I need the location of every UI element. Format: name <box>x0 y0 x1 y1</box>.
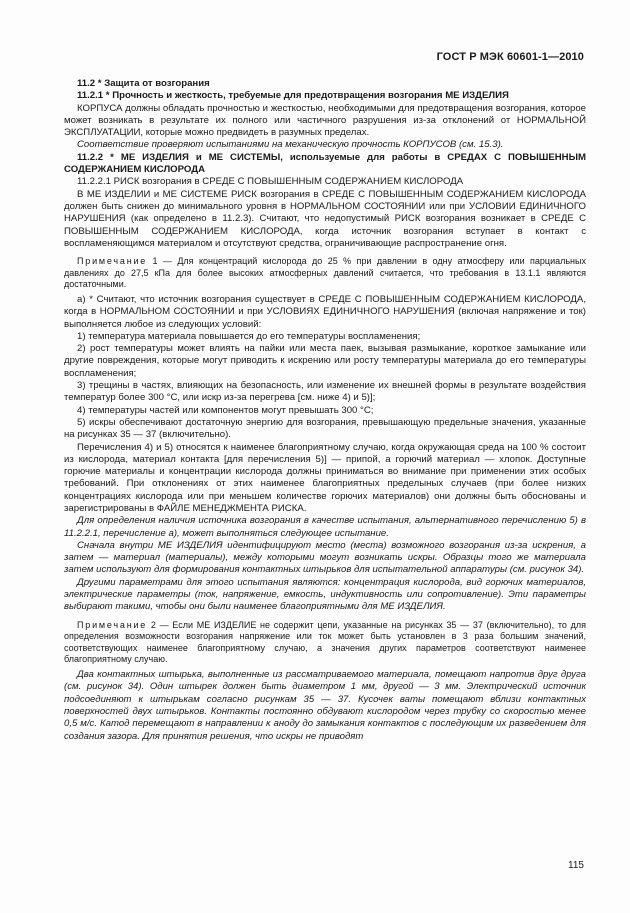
list-item: 5) искры обеспечивают достаточную энергию для возгорания, превышающую предельные значения, указанные на рисунках 35 — 37 (включительно). <box>64 416 586 441</box>
document-body <box>64 78 586 743</box>
paragraph-test-parameters: Другими параметрами для этого испытания являются: концентрация кислорода, вид горючих материалов, электрические параметры (ток, напряжение, емкость, индуктивность или сопротивление). Эти параметры выбирают такими, чтобы они были наименее благоприятными для МЕ ИЗДЕЛИЯ. <box>64 576 586 613</box>
paragraph-test-identify: Сначала внутри МЕ ИЗДЕЛИЯ идентифицируют место (места) возможного возгорания из-за искрения, а затем — материал (материалы), между которыми могут возникать искры. Образцы того же материала затем используют для формирования контактных штырьков для испытательной аппаратуры (см. рисунок 34). <box>64 539 586 576</box>
paragraph-compliance-check: Соответствие проверяют испытаниями на механическую прочность КОРПУСОВ (см. 15.3). <box>77 139 504 151</box>
document-header: ГОСТ Р МЭК 60601-1—2010 <box>436 51 584 63</box>
paragraph-test-intro: Для определения наличия источника возгорания в качестве испытания, альтернативного перечислению 5) в 11.2.2.1, перечисление а), может выполняться следующее испытание. <box>64 515 586 539</box>
list-item: 4) температуры частей или компонентов могут превышать 300 °С; <box>77 404 374 416</box>
note-1-text: 1 — Для концентраций кислорода до 25 % при давлении в одну атмосферу или парциальных давлениях до 27,5 кПа для более высоких атмосферных давлений считается, что требования в 13.1.1 являются достаточными. <box>64 256 586 290</box>
page-number: 115 <box>568 860 584 871</box>
note-2-text: 2 — Если МЕ ИЗДЕЛИЕ не содержит цепи, указанные на рисунках 35 — 37 (включительно), то для определения возможности возгорания напряжение или ток может быть установлен в 3 раза большим значений, соответствующих наименее благоприятному случаю, а значения других параметров соответствуют наименее благоприятному случаю. <box>64 619 586 665</box>
heading-11-2-2: 11.2.2 * МЕ ИЗДЕЛИЯ и МЕ СИСТЕМЫ, используемые для работы в СРЕДАХ С ПОВЫШЕННЫМ СОДЕРЖАНИЕМ КИСЛОРОДА <box>64 151 586 176</box>
list-item: 2) рост температуры может влиять на пайки или места паек, вызывая размыкание, короткое замыкание или другие повреждения, которые могут приводить к искрению или росту температуры материала до его температуры воспламенения; <box>64 343 586 379</box>
paragraph-corpus: КОРПУСА должны обладать прочностью и жесткостью, необходимыми для предотвращения возгорания, которое может возникать в результате их полного или частичного разрушения из-за отклонений от НОРМАЛЬНОЙ ЭКСПЛУАТАЦИИ, которые можно предвидеть в разумных пределах. <box>64 102 586 139</box>
list-item: 1) температура материала повышается до его температуры воспламенения; <box>77 330 421 342</box>
note-2-label: Примечание <box>77 619 148 630</box>
paragraph-test-procedure: Два контактных штырька, выполненные из рассматриваемого материала, помещают напротив друг друга (см. рисунок 34). Один штырек должен быть диаметром 1 мм, другой — 3 мм. Электрический источник подсоединяют к штырькам согласно рисункам 35 — 37. Кусочек ваты помещают вблизи контактных поверхностей двух штырьков. Контакты постоянно обдувают кислородом через трубку со скоростью менее 0,5 м/с. Катод перемещают в направлении к аноду до замыкания контактов с последующим их разведением для создания зазора. Для принятия решения, что искры не приводят <box>64 669 586 742</box>
paragraph-11-2-2-1: 11.2.2.1 РИСК возгорания в СРЕДЕ С ПОВЫШЕННЫМ СОДЕРЖАНИЕМ КИСЛОРОДА <box>77 176 464 188</box>
heading-11-2: 11.2 * Защита от возгорания <box>77 78 210 89</box>
paragraph-risk: В МЕ ИЗДЕЛИИ и МЕ СИСТЕМЕ РИСК возгорания в СРЕДЕ С ПОВЫШЕННЫМ СОДЕРЖАНИЕМ КИСЛОРОДА должен быть снижен до минимального уровня в НОРМАЛЬНОМ СОСТОЯНИИ или при УСЛОВИИ ЕДИНИЧНОГО НАРУШЕНИЯ (как определено в 11.2.3). Считают, что недопустимый РИСК возгорания возникает в СРЕДЕ С ПОВЫШЕННЫМ СОДЕРЖАНИЕМ КИСЛОРОДА, когда источник возгорания вступает в контакт с воспламеняющимся материалом и отсутствуют средства, ограничивающие распространение огня. <box>64 188 586 249</box>
note-2 <box>64 620 586 666</box>
note-1-label: Примечание <box>77 256 148 267</box>
note-1 <box>64 256 586 291</box>
paragraph-item-a: а) * Считают, что источник возгорания существует в СРЕДЕ С ПОВЫШЕННЫМ СОДЕРЖАНИЕМ КИСЛОРОДА, когда в НОРМАЛЬНОМ СОСТОЯНИИ и при УСЛОВИЯХ ЕДИНИЧНОГО НАРУШЕНИЯ (включая напряжение и ток) выполняется любое из следующих условий: <box>64 293 586 330</box>
paragraph-enumerations: Перечисления 4) и 5) относятся к наименее благоприятному случаю, когда окружающая среда на 100 % состоит из кислорода, материал контакта [для перечисления 5)] — припой, а горючий материал — хлопок. Доступные горючие материалы и концентрации кислорода должны приниматься во внимание при применении этих особых требований. При отклонениях от этих наименее благоприятных пределыных случаев (при более низких концентрациях кислорода или при меньшем количестве горючих материалов) они должны быть обоснованы и зарегистрированы в ФАЙЛЕ МЕНЕДЖМЕНТА РИСКА. <box>64 441 586 514</box>
heading-11-2-1: 11.2.1 * Прочность и жесткость, требуемые для предотвращения возгорания МЕ ИЗДЕЛИЯ <box>77 90 509 102</box>
list-item: 3) трещины в частях, влияющих на безопасность, или изменение их внешней формы в результате воздействия температур более 300 °С, или искр из-за перегрева [см. ниже 4) и 5)]; <box>64 380 586 404</box>
